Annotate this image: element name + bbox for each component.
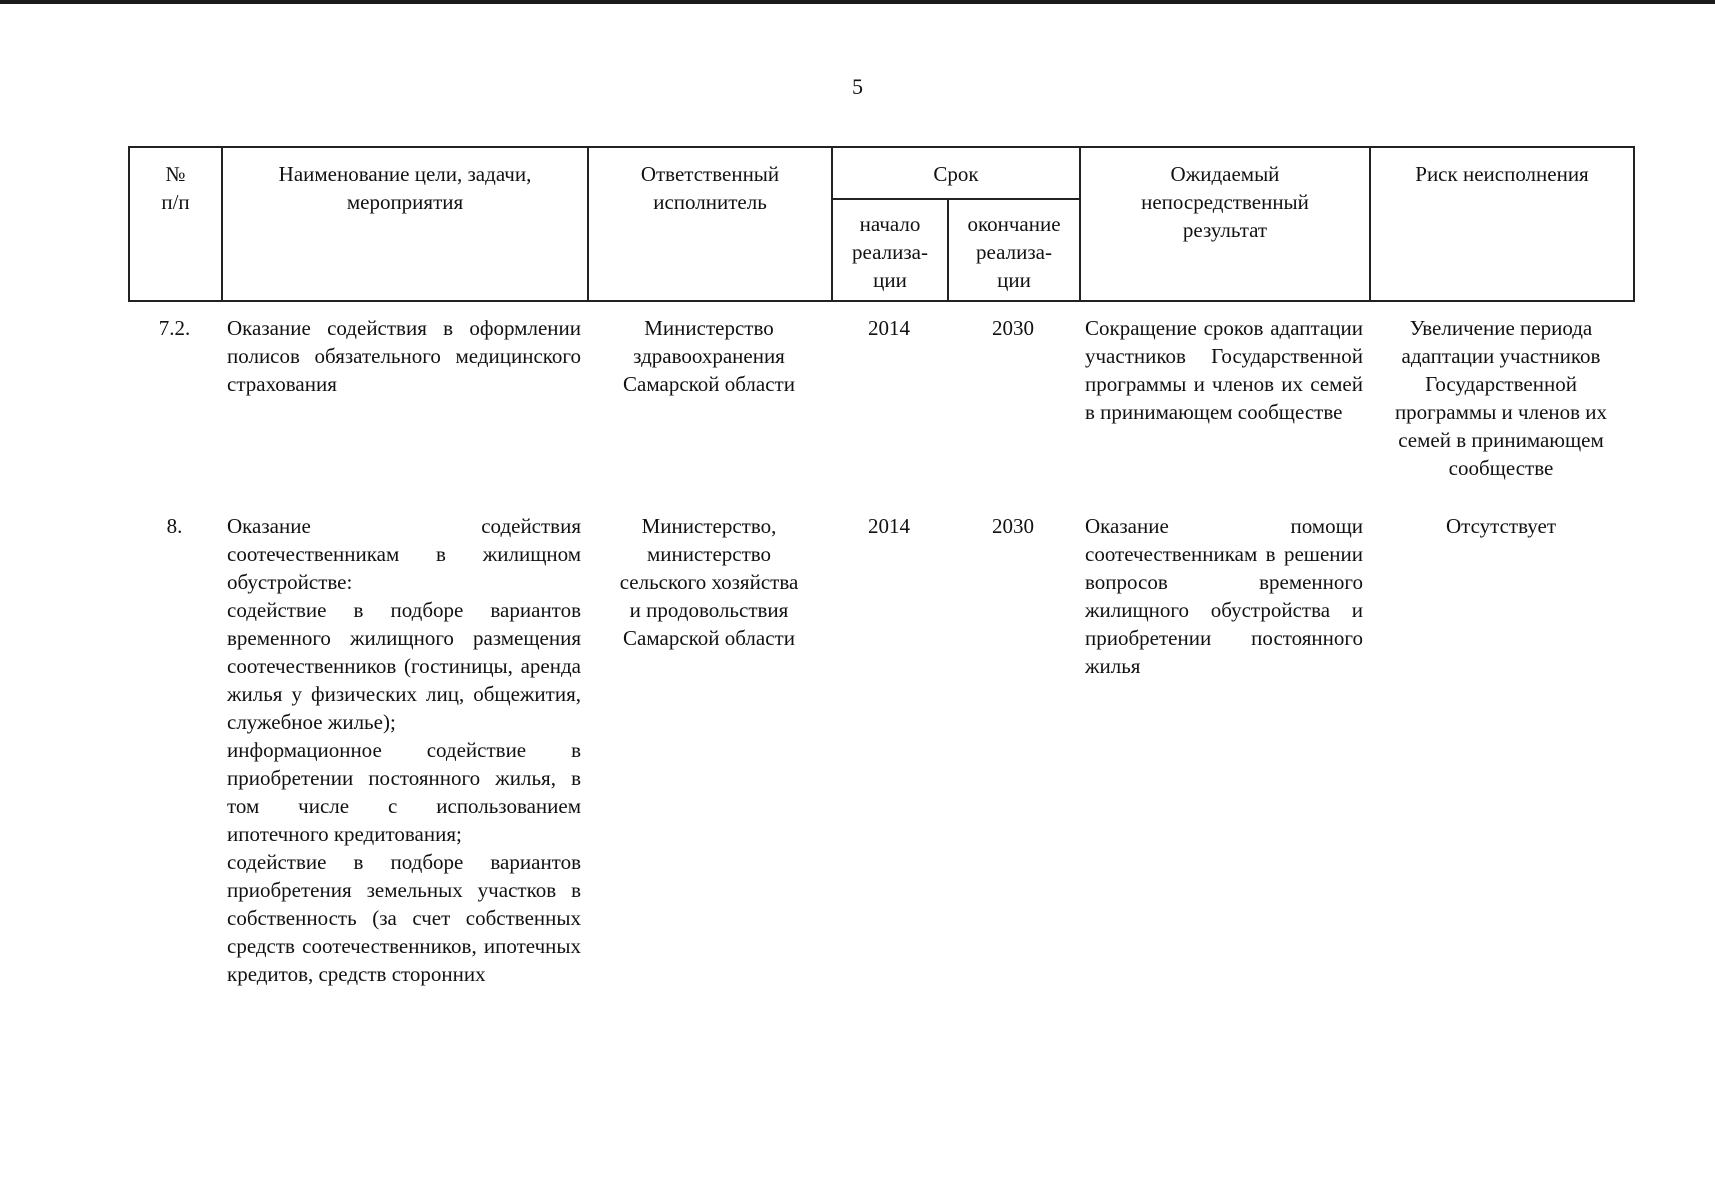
header-name: Наименование цели, задачи, мероприятия [222, 147, 588, 301]
top-border-rule [0, 0, 1715, 4]
header-term-end: окончание реализа- ции [948, 199, 1080, 301]
table-row [128, 512, 1633, 988]
row-end: 2030 [992, 316, 1034, 340]
header-term-start: начало реализа- ции [832, 199, 948, 301]
header-expected: Ожидаемый непосредственный результат [1080, 147, 1370, 301]
row-responsible: Министерство, министерство сельского хозяйства и продовольствия Самарской области [619, 514, 799, 650]
table-header [128, 146, 1635, 302]
table-body [128, 314, 1633, 988]
row-responsible: Министерство здравоохранения Самарской области [623, 316, 795, 396]
row-num: 8. [166, 514, 183, 538]
row-start: 2014 [868, 514, 910, 538]
row-name: Оказание содействия соотечественникам в жилищном обустройстве: содействие в подборе вариантов временного жилищного размещения соотечественников (гостиницы, аренда жилья у физических лиц, общежития, служебное жилье); информационное содействие в приобретении постоянного жилья, в том числе с использованием ипотечного кредитования; содействие в подборе вариантов приобретения земельных участков в собственность (за счет собственных средств соотечественников, ипотечных кредитов, средств сторонних [227, 514, 581, 986]
row-end: 2030 [992, 514, 1034, 538]
header-risk: Риск неисполнения [1370, 147, 1634, 301]
header-num: № п/п [129, 147, 222, 301]
row-risk: Отсутствует [1446, 514, 1556, 538]
table-row [128, 314, 1633, 512]
row-name: Оказание содействия в оформлении полисов обязательного медицинского страхования [227, 316, 581, 396]
page-number: 5 [852, 74, 863, 99]
row-risk: Увеличение периода адаптации участников Государственной программы и членов их семей в принимающем сообществе [1394, 316, 1608, 480]
row-start: 2014 [868, 316, 910, 340]
row-expected: Сокращение сроков адаптации участников Государственной программы и членов их семей в принимающем сообществе [1085, 316, 1363, 424]
row-num: 7.2. [158, 316, 191, 340]
header-term: Срок [832, 147, 1080, 199]
row-expected: Оказание помощи соотечественникам в решении вопросов временного жилищного обустройства и приобретении постоянного жилья [1085, 514, 1363, 678]
header-responsible: Ответственный исполнитель [588, 147, 832, 301]
